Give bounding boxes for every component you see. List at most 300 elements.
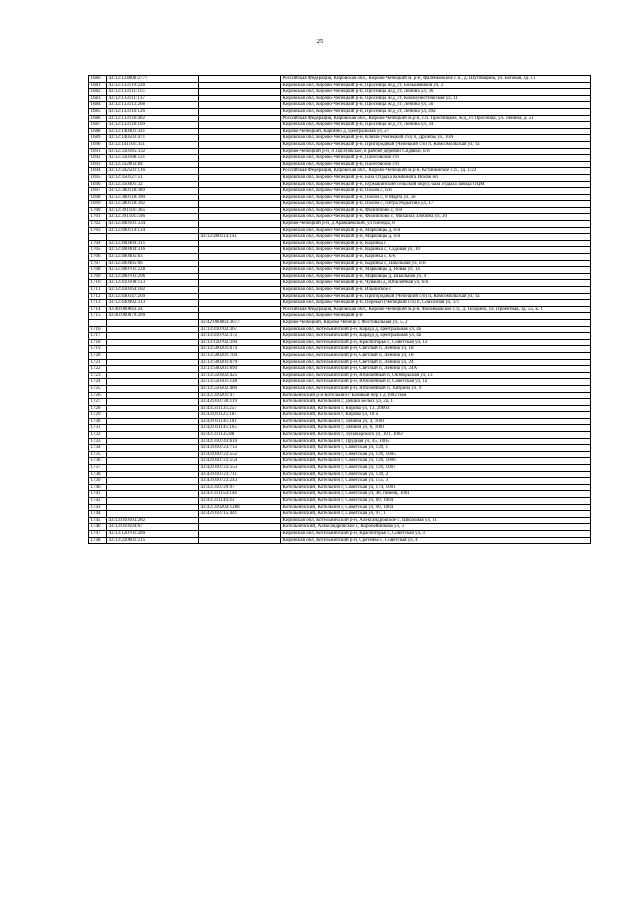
cadastral-number-cell: 43:12:380118:390 xyxy=(107,194,199,201)
cadastral-number-cell xyxy=(107,366,199,373)
premises-cadastral-number-cell xyxy=(199,115,281,122)
address-cell: Российская Федерация, Кировская обл., Кирово-Чепецкий м. р-н, Фаленковское с.п., д. Шутовщина, ул. Беговая, зд. 11 xyxy=(281,76,591,83)
cadastral-number-cell xyxy=(107,379,199,386)
cadastral-number-cell: 43:12:440902:313 xyxy=(107,300,199,307)
address-cell: Кировская обл, Кирово-Чепецкий р-н, Перекоп (Чепецкий с/о) п, Совхозная ул, 1/1 xyxy=(281,300,591,307)
premises-cadastral-number-cell xyxy=(199,135,281,142)
table-row xyxy=(89,438,591,445)
row-number-cell: 1738 xyxy=(89,471,107,478)
premises-cadastral-number-cell: 43:43:010723:711 xyxy=(199,471,281,478)
premises-cadastral-number-cell: 43:43:011145:165 xyxy=(199,425,281,432)
address-cell: Российская Федерация, Кировская обл., Кирово-Чепецкий м.р-н, с.п. Просницкое, ж/д_ст Просница, ул. Ленина, д. 51 xyxy=(281,115,591,122)
cadastral-number-cell: 43:12:330188:121 xyxy=(107,155,199,162)
row-number-cell: 1697 xyxy=(89,188,107,195)
table-row xyxy=(89,260,591,267)
table-row xyxy=(89,326,591,333)
premises-cadastral-number-cell: 43:13:550501:148 xyxy=(199,379,281,386)
row-number-cell: 1741 xyxy=(89,491,107,498)
address-cell: Котельничский, Котельнич г, Дешки Белых ул, 2а, 1 xyxy=(281,399,591,406)
row-number-cell: 1701 xyxy=(89,214,107,221)
table-row xyxy=(89,517,591,524)
address-cell: Кировская обл, Кирово-Чепецкий р-н xyxy=(281,313,591,320)
premises-cadastral-number-cell xyxy=(199,76,281,83)
premises-cadastral-number-cell xyxy=(199,293,281,300)
cadastral-number-cell: 43:12:332803:84 xyxy=(107,161,199,168)
table-row xyxy=(89,115,591,122)
row-number-cell: 1712 xyxy=(89,293,107,300)
cadastral-number-cell: 43:12:430164:182 xyxy=(107,287,199,294)
row-number-cell: 1691 xyxy=(89,148,107,155)
table-row xyxy=(89,221,591,228)
cadastral-number-cell xyxy=(107,484,199,491)
cadastral-number-cell: 43:12:400404:316 xyxy=(107,247,199,254)
row-number-cell: 1716 xyxy=(89,326,107,333)
table-row xyxy=(89,155,591,162)
cadastral-number-cell xyxy=(107,451,199,458)
cadastral-number-cell xyxy=(107,346,199,353)
cadastral-number-cell xyxy=(107,385,199,392)
cadastral-number-cell: 43:12:400701:296 xyxy=(107,273,199,280)
address-cell: Кировская обл, Кирово-Чепецкий р-н, Просница ж/д_ст, Ленина ул, 34 xyxy=(281,122,591,129)
premises-cadastral-number-cell: 43:13:550502:489 xyxy=(199,385,281,392)
row-number-cell: 1703 xyxy=(89,227,107,234)
row-number-cell: 1748 xyxy=(89,537,107,544)
row-number-cell xyxy=(89,319,107,326)
table-row xyxy=(89,412,591,419)
premises-cadastral-number-cell xyxy=(199,95,281,102)
row-number-cell: 1747 xyxy=(89,530,107,537)
address-cell: Котельничский, Котельнич г, Советская ул, 48, помещ. 1001 xyxy=(281,491,591,498)
premises-cadastral-number-cell xyxy=(199,128,281,135)
cadastral-number-cell xyxy=(107,478,199,485)
premises-cadastral-number-cell: 43:43:010723:243 xyxy=(199,478,281,485)
table-row xyxy=(89,287,591,294)
table-row xyxy=(89,425,591,432)
address-cell: Котельничский, Котельнич г, Ленина ул, 6, 1001 xyxy=(281,425,591,432)
table-row xyxy=(89,471,591,478)
table-row xyxy=(89,306,591,313)
address-cell: Кировская обл, Кирово-Чепецкий р-н, Пасеговское с/п xyxy=(281,155,591,162)
cadastral-number-cell xyxy=(107,432,199,439)
premises-cadastral-number-cell xyxy=(199,201,281,208)
table-row xyxy=(89,207,591,214)
cadastral-number-cell xyxy=(107,359,199,366)
row-number-cell: 1687 xyxy=(89,122,107,129)
table-row xyxy=(89,530,591,537)
premises-cadastral-number-cell: 43:13:500201:679 xyxy=(199,359,281,366)
row-number-cell: 1695 xyxy=(89,174,107,181)
address-cell: Котельничский, Котельнич г, Советская ул, 90, 1004 xyxy=(281,504,591,511)
table-row xyxy=(89,174,591,181)
address-cell: Кировская обл, Кирово-Чепецкий р-н, Марковцы д, Школьная ул, 4 xyxy=(281,273,591,280)
row-number-cell: 1717 xyxy=(89,333,107,340)
table-row xyxy=(89,181,591,188)
cadastral-number-cell: 43:12:133118:109 xyxy=(107,122,199,129)
premises-cadastral-number-cell xyxy=(199,188,281,195)
table-row xyxy=(89,333,591,340)
row-number-cell: 1727 xyxy=(89,399,107,406)
row-number-cell: 1694 xyxy=(89,168,107,175)
cadastral-number-cell: 43:12:380118:389 xyxy=(107,188,199,195)
address-cell: Кировская обл, Котельничский р-н, Светлый п, Ленина ул, 18 xyxy=(281,352,591,359)
premises-cadastral-number-cell xyxy=(199,530,281,537)
address-cell: Кировская обл, Кирово-Чепецкий р-н, Просница ж/д_ст, Ленина ул, 49а xyxy=(281,108,591,115)
address-cell: Котельничский, Котельнич г, Ленина ул, 4, 1001 xyxy=(281,418,591,425)
row-number-cell: 1733 xyxy=(89,438,107,445)
row-number-cell: 1732 xyxy=(89,432,107,439)
table-row xyxy=(89,392,591,399)
premises-cadastral-number-cell xyxy=(199,174,281,181)
table-row xyxy=(89,451,591,458)
address-cell: Кирово-Чепецкий, Каринно д, Центральная ул, 27 xyxy=(281,128,591,135)
row-number-cell: 1681 xyxy=(89,82,107,89)
cadastral-number-cell xyxy=(107,326,199,333)
row-number-cell: 1744 xyxy=(89,511,107,518)
table-row xyxy=(89,148,591,155)
row-number-cell: 1718 xyxy=(89,339,107,346)
cadastral-number-cell: 43:12:133111:115 xyxy=(107,89,199,96)
row-number-cell: 1724 xyxy=(89,379,107,386)
address-cell: Котельничский, Котельнич г, Советская ул, 89, 1004 xyxy=(281,498,591,505)
table-row xyxy=(89,161,591,168)
address-cell: Кировская обл, Кирово-Чепецкий р-н, Каринка с, Школьная ул, б/н xyxy=(281,260,591,267)
table-row xyxy=(89,293,591,300)
address-cell: Кировская обл, Котельничский р-н, Карауд д, Центральная ул, 4а xyxy=(281,326,591,333)
premises-cadastral-number-cell xyxy=(199,254,281,261)
row-number-cell: 1699 xyxy=(89,201,107,208)
premises-cadastral-number-cell xyxy=(199,300,281,307)
cadastral-number-cell: 43:40:000879:209 xyxy=(107,313,199,320)
premises-cadastral-number-cell xyxy=(199,260,281,267)
table-row xyxy=(89,352,591,359)
address-cell: Кировская обл, Кирово-Чепецкий р-н, Полом с, 8 Марта ул, 3е xyxy=(281,194,591,201)
row-number-cell: 1705 xyxy=(89,247,107,254)
cadastral-number-cell xyxy=(107,491,199,498)
address-cell: Кировская обл, Котельничский р-н, Красногорье с, Советская ул, 12 xyxy=(281,339,591,346)
address-cell: Кировская обл, Кирово-Чепецкий р-н, Пригородный (Чепецкий с/о) п, Комсомольская ул, 1а xyxy=(281,293,591,300)
row-number-cell: 1702 xyxy=(89,221,107,228)
address-cell: Кировская обл, Котельничский р-н, Сретенье с, Советская ул, 4 xyxy=(281,537,591,544)
cadastral-number-cell: 43:12:400404:315 xyxy=(107,240,199,247)
premises-cadastral-number-cell: 43:43:010730:119 xyxy=(199,399,281,406)
row-number-cell: 1696 xyxy=(89,181,107,188)
premises-cadastral-number-cell xyxy=(199,247,281,254)
address-cell: Котельничский, Котельнич г, Прудная ул, 45, 1005 xyxy=(281,438,591,445)
address-cell: Котельничский, Котельнич г, Советская ул, 174, 1001 xyxy=(281,484,591,491)
cadastral-number-cell xyxy=(107,319,199,326)
row-number-cell: 1728 xyxy=(89,405,107,412)
cadastral-number-cell: 43:12:133116:402 xyxy=(107,115,199,122)
table-row xyxy=(89,273,591,280)
address-cell: Кировская обл, Котельничский р-н, Юбилейный п, Хвтрина ул, 9 xyxy=(281,385,591,392)
premises-cadastral-number-cell: 43:13:500201:694 xyxy=(199,366,281,373)
cadastral-number-cell xyxy=(107,339,199,346)
table-row xyxy=(89,188,591,195)
row-number-cell: 1715 xyxy=(89,313,107,320)
cadastral-number-cell: 43:12:133116:126 xyxy=(107,108,199,115)
premises-cadastral-number-cell: 43:13:500201:704 xyxy=(199,352,281,359)
table-row xyxy=(89,76,591,83)
premises-cadastral-number-cell xyxy=(199,161,281,168)
table-row xyxy=(89,511,591,518)
table-row xyxy=(89,240,591,247)
address-cell: Котельничский, Котельнич г, Советская ул, 139, 1007 xyxy=(281,465,591,472)
table-row xyxy=(89,478,591,485)
premises-cadastral-number-cell xyxy=(199,194,281,201)
premises-cadastral-number-cell: 43:42:000063:3677 xyxy=(199,319,281,326)
cadastral-number-cell xyxy=(107,504,199,511)
row-number-cell: 1734 xyxy=(89,445,107,452)
table-row xyxy=(89,168,591,175)
table-row xyxy=(89,234,591,241)
address-cell: Кировская обл, Кирово-Чепецкий р-н, Бурмакинский сельский округ, база отдыха завода ОЦМ xyxy=(281,181,591,188)
address-cell: Котельничский, Котельнич г, Советская ул, 139, 1005 xyxy=(281,451,591,458)
row-number-cell: 1737 xyxy=(89,465,107,472)
table-row xyxy=(89,280,591,287)
address-cell: Котельничский, Котельнич г, Луначарского ул, 101, 1002 xyxy=(281,432,591,439)
row-number-cell: 1745 xyxy=(89,517,107,524)
address-cell: Кировская обл, Кирово-Чепецкий р-н, База Отдыха Комбината Искож нп xyxy=(281,174,591,181)
cadastral-number-cell: 43:12:440147:269 xyxy=(107,293,199,300)
row-number-cell: 1700 xyxy=(89,207,107,214)
row-number-cell: 1709 xyxy=(89,273,107,280)
premises-cadastral-number-cell xyxy=(199,267,281,274)
table-row xyxy=(89,201,591,208)
row-number-cell: 1690 xyxy=(89,141,107,148)
table-row xyxy=(89,385,591,392)
table-row xyxy=(89,491,591,498)
premises-cadastral-number-cell: 43:13:500201:674 xyxy=(199,346,281,353)
address-cell: Российская Федерация, Кировская обл., Кирово-Чепецкий м.р-н, Кстининское с.п., зд. 1/22 xyxy=(281,168,591,175)
premises-cadastral-number-cell: 43:13:550502:425 xyxy=(199,372,281,379)
address-cell: Котельничский, Александровское с, Коробейникова ул, 3 xyxy=(281,524,591,531)
table-row xyxy=(89,214,591,221)
address-cell: Котельничский, Котельнич г, Советская ул, 97, 1 xyxy=(281,511,591,518)
premises-cadastral-number-cell xyxy=(199,108,281,115)
premises-cadastral-number-cell xyxy=(199,181,281,188)
table-row xyxy=(89,267,591,274)
row-number-cell: 1710 xyxy=(89,280,107,287)
address-cell: Кировская обл, Котельничский р-н, Красногорье с, Советская ул, 3 xyxy=(281,530,591,537)
premises-cadastral-number-cell xyxy=(199,524,281,531)
premises-cadastral-number-cell: 43:43:010723:553 xyxy=(199,465,281,472)
premises-cadastral-number-cell: 43:43:310743:616 xyxy=(199,438,281,445)
row-number-cell: 1740 xyxy=(89,484,107,491)
cadastral-number-cell: 43:12:380118:392 xyxy=(107,201,199,208)
row-number-cell: 1735 xyxy=(89,451,107,458)
row-number-cell: 1704 xyxy=(89,240,107,247)
table-row xyxy=(89,227,591,234)
address-cell: Кировская обл, Котельничский р-н, Юбилейный п, Советская ул, 1а xyxy=(281,379,591,386)
cadastral-number-cell: 43:13:010103:282 xyxy=(107,517,199,524)
table-row xyxy=(89,432,591,439)
address-cell: Кировская обл, Кирово-Чепецкий р-н, Полом с, Петра Родыгина ул, 17 xyxy=(281,201,591,208)
cadastral-number-cell xyxy=(107,372,199,379)
address-cell: Котельничский, Котельнич г, Кирова ул, 18 а xyxy=(281,412,591,419)
row-number-cell: 1686 xyxy=(89,115,107,122)
cadastral-number-cell xyxy=(107,234,199,241)
row-number-cell: 1731 xyxy=(89,425,107,432)
address-cell: Кирово-Чепецкий р-н, д Араншевский, ул Победы, 8 xyxy=(281,221,591,228)
table-row xyxy=(89,498,591,505)
cadastral-number-cell: 43:12:133113:268 xyxy=(107,102,199,109)
premises-cadastral-number-cell xyxy=(199,227,281,234)
table-row xyxy=(89,339,591,346)
premises-cadastral-number-cell: 43:43:010723:554 xyxy=(199,458,281,465)
address-cell: Кировская обл, Котельничский р-н, Юбилейный п, Октябрьская ул, 13 xyxy=(281,372,591,379)
cadastral-number-cell xyxy=(107,498,199,505)
table-row xyxy=(89,445,591,452)
table-row xyxy=(89,319,591,326)
cadastral-number-cell: 43:13:220601:215 xyxy=(107,537,199,544)
row-number-cell xyxy=(89,234,107,241)
table-row xyxy=(89,82,591,89)
cadastral-number-cell xyxy=(107,445,199,452)
table-row xyxy=(89,102,591,109)
cadastral-number-cell xyxy=(107,392,199,399)
row-number-cell: 1711 xyxy=(89,287,107,294)
row-number-cell: 1707 xyxy=(89,260,107,267)
cadastral-number-cell xyxy=(107,333,199,340)
table-row xyxy=(89,405,591,412)
row-number-cell: 1729 xyxy=(89,412,107,419)
row-number-cell: 1743 xyxy=(89,504,107,511)
cadastral-number-cell: 43:12:140401:341 xyxy=(107,128,199,135)
premises-cadastral-number-cell xyxy=(199,273,281,280)
address-cell: Кировская обл, Кирово-Чепецкий р-н, Просница ж/д_ст, Ленина ул, 56 xyxy=(281,102,591,109)
table-row xyxy=(89,484,591,491)
cadastral-number-cell: 43:12:400101:334 xyxy=(107,221,199,228)
cadastral-number-cell xyxy=(107,438,199,445)
table-row xyxy=(89,300,591,307)
row-number-cell: 1739 xyxy=(89,478,107,485)
premises-cadastral-number-cell xyxy=(199,280,281,287)
row-number-cell: 1736 xyxy=(89,458,107,465)
address-cell: Кировская обл, Кирово-Чепецкий р-н, Чуваши д, Юбилейная ул, б/н xyxy=(281,280,591,287)
row-number-cell: 1688 xyxy=(89,128,107,135)
premises-cadastral-number-cell xyxy=(199,122,281,129)
row-number-cell: 1698 xyxy=(89,194,107,201)
address-cell: Кировская обл, Кирово-Чепецкий р-н, Пасеговское с/п xyxy=(281,161,591,168)
cadastral-number-cell: 43:12:133119:228 xyxy=(107,82,199,89)
premises-cadastral-number-cell xyxy=(199,207,281,214)
address-cell: Кировская обл, Кирово-Чепецкий р-н, Филиппово с, б/н xyxy=(281,207,591,214)
address-cell: Котельничский, Котельнич г, Советская ул, 139, 1006 xyxy=(281,458,591,465)
address-cell: Кировская обл, Кирово-Чепецкий р-н, Марковцы д, б/н xyxy=(281,227,591,234)
registry-table xyxy=(88,75,591,544)
registry-body xyxy=(89,76,591,544)
premises-cadastral-number-cell: 43:43:010723:712 xyxy=(199,445,281,452)
cadastral-number-cell xyxy=(107,471,199,478)
row-number-cell: 1682 xyxy=(89,89,107,96)
premises-cadastral-number-cell: 43:12:400114:141 xyxy=(199,234,281,241)
table-row xyxy=(89,458,591,465)
table-row xyxy=(89,194,591,201)
premises-cadastral-number-cell: 43:43:311144:43 xyxy=(199,498,281,505)
premises-cadastral-number-cell xyxy=(199,306,281,313)
cadastral-number-cell: 43:40:000843:24 xyxy=(107,306,199,313)
address-cell: Котельничский р-н Котельнич г Базовый пер 1 д 1002 пом xyxy=(281,392,591,399)
premises-cadastral-number-cell xyxy=(199,221,281,228)
table-row xyxy=(89,122,591,129)
premises-cadastral-number-cell: 43:13:410702:367 xyxy=(199,326,281,333)
table-row xyxy=(89,379,591,386)
premises-cadastral-number-cell: 43:43:011145:101 xyxy=(199,418,281,425)
table-row xyxy=(89,254,591,261)
table-row xyxy=(89,418,591,425)
cadastral-number-cell xyxy=(107,465,199,472)
address-cell: Кировская обл, Кирово-Чепецкий р-н, Ильинское с xyxy=(281,287,591,294)
row-number-cell: 1689 xyxy=(89,135,107,142)
table-row xyxy=(89,399,591,406)
row-number-cell: 1693 xyxy=(89,161,107,168)
table-row xyxy=(89,135,591,142)
premises-cadastral-number-cell: 43:43:310204:1288 xyxy=(199,504,281,511)
premises-cadastral-number-cell xyxy=(199,148,281,155)
cadastral-number-cell xyxy=(107,418,199,425)
cadastral-number-cell: 43:12:400701:228 xyxy=(107,267,199,274)
cadastral-number-cell: 43:12:391101:365 xyxy=(107,207,199,214)
address-cell: Кировская обл, Кирово-Чепецкий р-н, Полом с, б/н xyxy=(281,188,591,195)
address-cell: Кировская обл, Кирово-Чепецкий р-н, Каринка с, б/н xyxy=(281,254,591,261)
address-cell: Котельничский, Котельнич г, Советская ул, 139, 2 xyxy=(281,471,591,478)
cadastral-number-cell: 43:12:410108:113 xyxy=(107,280,199,287)
cadastral-number-cell xyxy=(107,399,199,406)
premises-cadastral-number-cell xyxy=(199,141,281,148)
table-row xyxy=(89,465,591,472)
premises-cadastral-number-cell: 43:13:120702:394 xyxy=(199,339,281,346)
premises-cadastral-number-cell: 43:43:011125:187 xyxy=(199,412,281,419)
address-cell: Котельничский, Котельнич г, Кирова ул, 13, 20003 xyxy=(281,405,591,412)
row-number-cell: 1714 xyxy=(89,306,107,313)
premises-cadastral-number-cell xyxy=(199,537,281,544)
page-number: 25 xyxy=(316,38,324,45)
premises-cadastral-number-cell xyxy=(199,517,281,524)
address-cell: Кировская обл, Котельничский р-н, Светлый п, Ленина ул, 24А xyxy=(281,366,591,373)
cadastral-number-cell: 43:12:141101:351 xyxy=(107,141,199,148)
address-cell: Кировская обл, Котельничский р-н, Карауд д, Центральная ул, 4а xyxy=(281,333,591,340)
row-number-cell: 1684 xyxy=(89,102,107,109)
row-number-cell: 1685 xyxy=(89,108,107,115)
table-row xyxy=(89,504,591,511)
cadastral-number-cell: 43:12:133111:137 xyxy=(107,95,199,102)
cadastral-number-cell: 43:12:400405:66 xyxy=(107,260,199,267)
address-cell: Кировская обл, Кирово-Чепецкий р-н, Просница ж/д_ст, Коммунистическая ул, 11 xyxy=(281,95,591,102)
table-row xyxy=(89,346,591,353)
address-cell: Котельничский, Котельнич г, Советская ул, 139, 1 xyxy=(281,445,591,452)
address-cell: Кировская обл, Котельничский р-н, Александровское с, Школьная ул, 11 xyxy=(281,517,591,524)
premises-cadastral-number-cell: 43:43:311135:257 xyxy=(199,405,281,412)
cadastral-number-cell: 43:12:400405:63 xyxy=(107,254,199,261)
row-number-cell: 1683 xyxy=(89,95,107,102)
address-cell: Кировская обл, Кирово-Чепецкий р-н, Каринка с xyxy=(281,240,591,247)
cadastral-number-cell: 43:12:140503:471 xyxy=(107,135,199,142)
table-row xyxy=(89,95,591,102)
premises-cadastral-number-cell xyxy=(199,155,281,162)
address-cell: Кировская обл, Котельничский р-н, Светлый п, Ленина ул, 24 xyxy=(281,359,591,366)
premises-cadastral-number-cell xyxy=(199,313,281,320)
address-cell: Кировская обл, Кирово-Чепецкий р-н, Просница ж/д_ст, Большевиков ул, 2 xyxy=(281,82,591,89)
address-cell: Российская Федерация, Кировская обл., Кирово-Чепецкий м.р-н, Фаленковское с.п., д. Поздино, ул. Проектная, зд. 55, к. 1 xyxy=(281,306,591,313)
row-number-cell: 1725 xyxy=(89,385,107,392)
address-cell: Кировская обл, Кирово-Чепецкий р-н, Ключи (Чепецкий с/о) п, Дружбы ул, 10А xyxy=(281,135,591,142)
cadastral-number-cell: 43:12:350127:51 xyxy=(107,174,199,181)
table-row xyxy=(89,313,591,320)
table-row xyxy=(89,372,591,379)
address-cell: Котельничский, Котельнич г, Советская ул, 155, 3 xyxy=(281,478,591,485)
premises-cadastral-number-cell: 43:43:311154:144 xyxy=(199,491,281,498)
cadastral-number-cell xyxy=(107,412,199,419)
